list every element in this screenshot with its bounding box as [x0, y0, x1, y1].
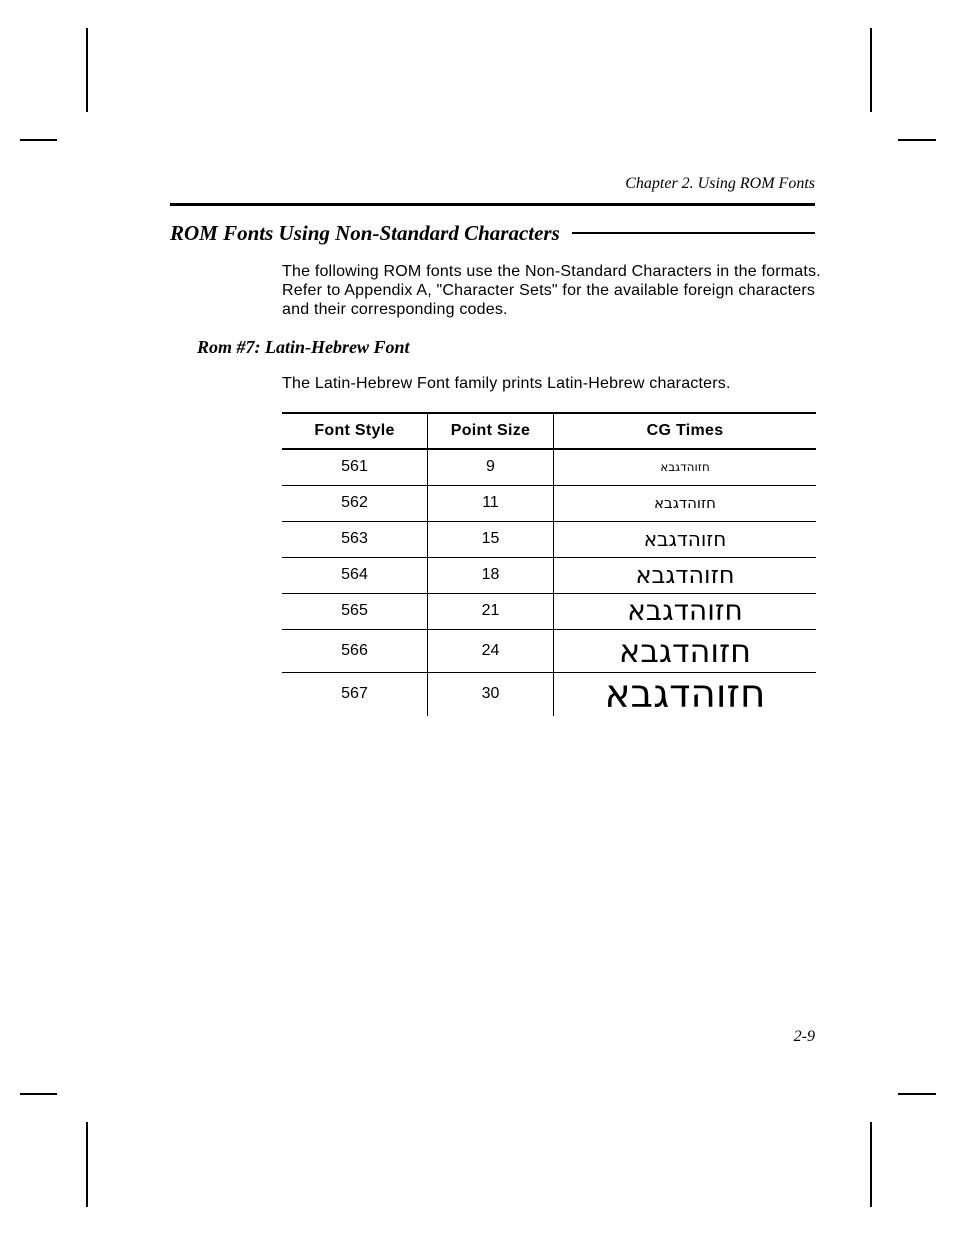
- crop-mark-top-left-vertical: [86, 28, 88, 112]
- header-point-size: Point Size: [428, 413, 554, 449]
- subsection-title: Rom #7: Latin-Hebrew Font: [197, 337, 410, 357]
- font-style-cell: 563: [282, 521, 428, 557]
- point-size-cell: 24: [428, 629, 554, 672]
- crop-mark-bottom-right-vertical: [870, 1122, 872, 1207]
- crop-mark-bottom-right-horizontal: [898, 1093, 936, 1095]
- section-title: [170, 218, 815, 248]
- table-row: [282, 521, 816, 557]
- header-cg-times: CG Times: [554, 413, 817, 449]
- font-style-cell: 566: [282, 629, 428, 672]
- point-size-cell: 21: [428, 593, 554, 629]
- page-number: 2-9: [793, 1028, 815, 1045]
- table-row: [282, 557, 816, 593]
- sample-cell: חזוהדגבא: [554, 557, 817, 593]
- point-size-cell: 18: [428, 557, 554, 593]
- crop-mark-top-left-horizontal: [20, 139, 57, 141]
- font-style-cell: 561: [282, 449, 428, 485]
- section-title-rule: [572, 232, 815, 234]
- font-table: [282, 412, 816, 716]
- point-size-cell: 15: [428, 521, 554, 557]
- header-rule: [170, 203, 815, 206]
- sample-cell: חזוהדגבא: [554, 629, 817, 672]
- table-row: [282, 485, 816, 521]
- header-font-style: Font Style: [282, 413, 428, 449]
- subsection-description: The Latin-Hebrew Font family prints Latin-Hebrew characters.: [282, 375, 731, 392]
- table-row: [282, 672, 816, 716]
- sample-cell: חזוהדגבא: [554, 593, 817, 629]
- font-style-cell: 567: [341, 685, 368, 703]
- point-size-cell: 30: [428, 672, 554, 716]
- point-size-cell: 9: [428, 449, 554, 485]
- table-header-row: [282, 413, 816, 449]
- sample-cell: חזוהדגבא: [554, 521, 817, 557]
- crop-mark-bottom-left-horizontal: [20, 1093, 57, 1095]
- font-style-cell: 565: [282, 593, 428, 629]
- crop-mark-bottom-left-vertical: [86, 1122, 88, 1207]
- table-row: [282, 593, 816, 629]
- sample-cell: חזוהדגבא: [554, 672, 817, 716]
- sample-cell: חזוהדגבא: [554, 485, 817, 521]
- intro-paragraph: The following ROM fonts use the Non-Standard Characters in the formats. Refer to Appendix A, "Character Sets" for the available foreign characters and their corresponding codes.: [282, 263, 821, 318]
- font-style-cell: 564: [282, 557, 428, 593]
- chapter-header: Chapter 2. Using ROM Fonts: [625, 175, 815, 192]
- crop-mark-top-right-horizontal: [898, 139, 936, 141]
- sample-cell: חזוהדגבא: [554, 449, 817, 485]
- table-row: [282, 449, 816, 485]
- table-row: [282, 629, 816, 672]
- section-title-text: ROM Fonts Using Non-Standard Characters: [170, 220, 560, 245]
- crop-mark-top-right-vertical: [870, 28, 872, 112]
- font-style-cell: 562: [282, 485, 428, 521]
- point-size-cell: 11: [428, 485, 554, 521]
